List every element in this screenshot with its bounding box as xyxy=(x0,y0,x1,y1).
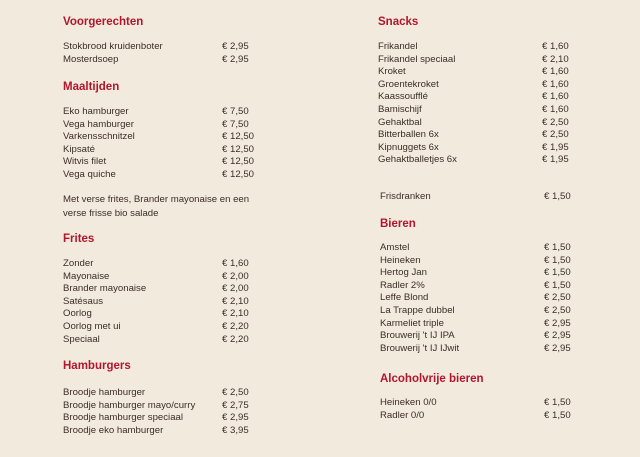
menu-item xyxy=(378,117,578,130)
item-price: € 2,50 xyxy=(542,129,569,141)
item-name: Groentekroket xyxy=(378,78,439,90)
menu-item xyxy=(378,41,578,54)
item-price: € 1,60 xyxy=(542,91,569,103)
item-price: € 1,50 xyxy=(544,409,571,421)
item-price: € 2,50 xyxy=(542,116,569,128)
item-price: € 2,10 xyxy=(542,53,569,65)
menu-item xyxy=(380,343,580,356)
menu-item xyxy=(63,412,258,425)
menu-item xyxy=(380,330,580,343)
menu-item xyxy=(63,308,258,321)
item-price: € 2,10 xyxy=(222,295,249,307)
item-price: € 2,10 xyxy=(222,308,249,320)
section-maaltijden xyxy=(63,80,258,182)
item-price: € 2,95 xyxy=(222,53,249,65)
menu-item xyxy=(63,283,258,296)
item-price: € 2,95 xyxy=(222,41,249,52)
menu-item xyxy=(380,292,580,305)
menu-item xyxy=(63,296,258,309)
menu-item xyxy=(378,104,578,117)
item-price: € 2,00 xyxy=(222,283,249,295)
item-name: Bamischijf xyxy=(378,103,422,115)
item-price: € 2,50 xyxy=(544,292,571,304)
menu-item xyxy=(380,267,580,280)
item-price: € 1,50 xyxy=(544,279,571,291)
item-name: Brouwerij 't IJ IPA xyxy=(380,330,455,342)
item-price: € 1,50 xyxy=(544,267,571,279)
item-price: € 1,60 xyxy=(542,103,569,115)
item-name: Satésaus xyxy=(63,295,104,307)
menu-item xyxy=(380,305,580,318)
note-line: verse frisse bio salade xyxy=(63,208,159,219)
item-name: La Trappe dubbel xyxy=(380,304,455,316)
menu-item xyxy=(380,410,580,423)
menu-item xyxy=(63,119,258,132)
menu-item xyxy=(63,169,258,182)
section-frisdranken xyxy=(380,191,580,204)
item-name: Gehaktbal xyxy=(378,116,422,128)
item-name: Stokbrood kruidenboter xyxy=(63,41,163,52)
section-title-snacks: Snacks xyxy=(378,16,419,28)
menu-item xyxy=(380,397,580,410)
item-price: € 1,95 xyxy=(542,154,569,166)
item-price: € 2,95 xyxy=(222,412,249,424)
item-name: Frikandel xyxy=(378,41,418,52)
item-name: Zonder xyxy=(63,258,94,269)
item-price: € 2,50 xyxy=(222,387,249,398)
section-bieren xyxy=(380,217,580,355)
item-price: € 1,50 xyxy=(544,254,571,266)
section-alcoholvrije-bieren xyxy=(380,372,580,422)
item-name: Kipsaté xyxy=(63,143,95,155)
item-name: Bitterballen 6x xyxy=(378,129,439,141)
item-price: € 7,50 xyxy=(222,118,249,130)
menu-item xyxy=(63,400,258,413)
item-name: Vega quiche xyxy=(63,168,116,180)
item-name: Witvis filet xyxy=(63,156,107,168)
item-price: € 1,50 xyxy=(544,242,571,253)
menu-item xyxy=(63,271,258,284)
item-name: Leffe Blond xyxy=(380,292,429,304)
item-price: € 2,95 xyxy=(544,330,571,342)
item-price: € 1,95 xyxy=(542,141,569,153)
menu-item xyxy=(378,66,578,79)
item-name: Broodje hamburger xyxy=(63,387,146,398)
section-snacks xyxy=(378,15,578,167)
item-name: Mosterdsoep xyxy=(63,53,119,65)
maaltijden-note xyxy=(63,193,268,221)
item-name: Frisdranken xyxy=(380,191,431,202)
item-name: Kroket xyxy=(378,66,406,78)
item-name: Amstel xyxy=(380,242,410,253)
menu-item xyxy=(378,129,578,142)
section-title-alcoholvrije-bieren: Alcoholvrije bieren xyxy=(380,373,484,385)
item-name: Eko hamburger xyxy=(63,106,129,117)
menu-item xyxy=(378,91,578,104)
item-name: Oorlog xyxy=(63,308,92,320)
item-price: € 1,60 xyxy=(222,258,249,269)
item-name: Gehaktballetjes 6x xyxy=(378,154,457,166)
menu-item xyxy=(63,131,258,144)
menu-item xyxy=(380,242,580,255)
menu-item xyxy=(380,191,580,204)
item-price: € 3,95 xyxy=(222,424,249,436)
menu-item xyxy=(380,280,580,293)
item-name: Hertog Jan xyxy=(380,267,427,279)
item-name: Mayonaise xyxy=(63,270,110,282)
menu-item xyxy=(378,54,578,67)
menu-item xyxy=(63,41,258,54)
menu-item xyxy=(378,154,578,167)
menu-item xyxy=(63,258,258,271)
section-title-voorgerechten: Voorgerechten xyxy=(63,16,144,28)
menu-item xyxy=(63,144,258,157)
item-name: Heineken 0/0 xyxy=(380,397,437,408)
item-name: Radler 0/0 xyxy=(380,409,425,421)
section-title-bieren: Bieren xyxy=(380,218,416,230)
section-voorgerechten xyxy=(63,15,258,66)
menu-item xyxy=(63,106,258,119)
item-name: Vega hamburger xyxy=(63,118,134,130)
section-title-frites: Frites xyxy=(63,233,95,245)
item-price: € 2,95 xyxy=(544,317,571,329)
menu-item xyxy=(378,142,578,155)
menu-item xyxy=(63,321,258,334)
item-name: Brouwerij 't IJ IJwit xyxy=(380,342,460,354)
menu-item xyxy=(63,54,258,67)
item-price: € 1,60 xyxy=(542,41,569,52)
section-hamburgers xyxy=(63,359,258,437)
item-price: € 12,50 xyxy=(222,131,255,143)
item-name: Broodje hamburger mayo/curry xyxy=(63,399,196,411)
menu-item xyxy=(380,318,580,331)
item-price: € 1,50 xyxy=(544,191,571,202)
item-price: € 2,50 xyxy=(544,304,571,316)
item-name: Broodje eko hamburger xyxy=(63,424,164,436)
section-frites xyxy=(63,232,258,346)
menu-item xyxy=(378,79,578,92)
item-price: € 12,50 xyxy=(222,143,255,155)
note-line: Met verse frites, Brander mayonaise en een xyxy=(63,194,250,205)
menu-item xyxy=(63,387,258,400)
item-price: € 2,20 xyxy=(222,333,249,345)
item-price: € 7,50 xyxy=(222,106,249,117)
menu-item xyxy=(380,255,580,268)
item-price: € 2,75 xyxy=(222,399,249,411)
item-price: € 1,60 xyxy=(542,66,569,78)
item-name: Heineken xyxy=(380,254,421,266)
section-title-maaltijden: Maaltijden xyxy=(63,81,120,93)
menu-item xyxy=(63,334,258,347)
item-name: Brander mayonaise xyxy=(63,283,147,295)
item-name: Broodje hamburger speciaal xyxy=(63,412,183,424)
item-name: Oorlog met ui xyxy=(63,320,121,332)
item-price: € 12,50 xyxy=(222,168,255,180)
item-name: Kaassoufflé xyxy=(378,91,428,103)
item-price: € 12,50 xyxy=(222,156,255,168)
item-price: € 2,95 xyxy=(544,342,571,354)
item-price: € 2,00 xyxy=(222,270,249,282)
section-title-hamburgers: Hamburgers xyxy=(63,360,131,372)
item-price: € 2,20 xyxy=(222,320,249,332)
menu-item xyxy=(63,425,258,438)
item-price: € 1,50 xyxy=(544,397,571,408)
item-name: Radler 2% xyxy=(380,279,425,291)
item-name: Speciaal xyxy=(63,333,100,345)
item-name: Karmeliet triple xyxy=(380,317,444,329)
item-price: € 1,60 xyxy=(542,78,569,90)
item-name: Varkensschnitzel xyxy=(63,131,135,143)
item-name: Frikandel speciaal xyxy=(378,53,456,65)
item-name: Kipnuggets 6x xyxy=(378,141,439,153)
menu-item xyxy=(63,156,258,169)
